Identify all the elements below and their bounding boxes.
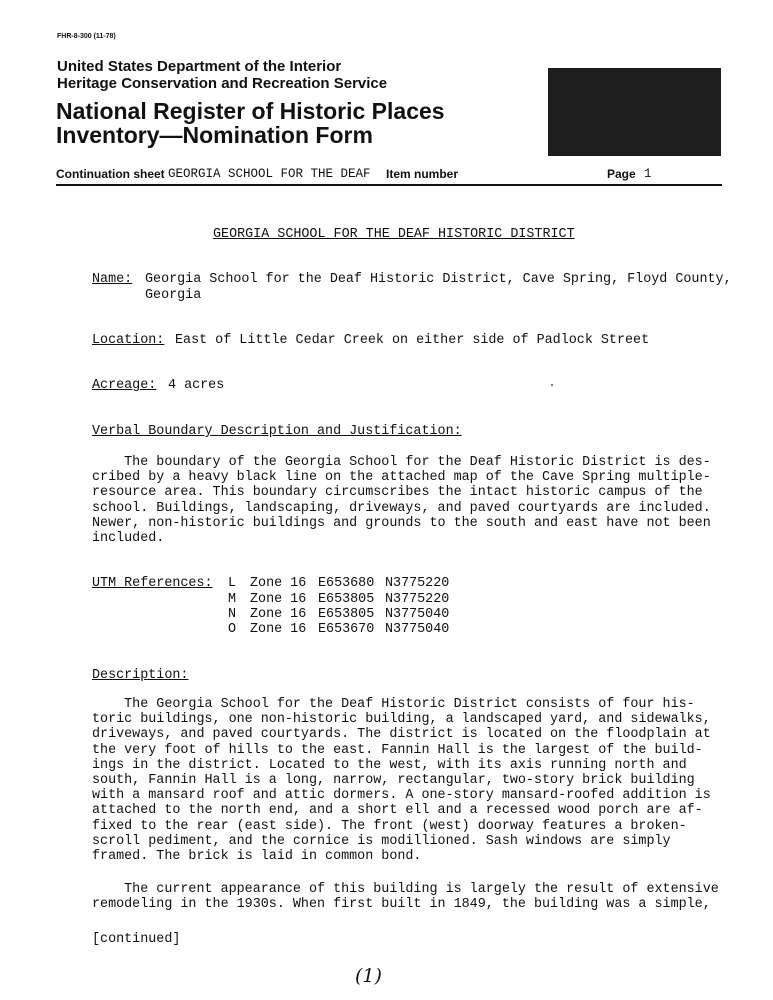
paragraph-line: toric buildings, one non-historic building, a landscaped yard, and sidewalks, [92, 712, 711, 728]
utm-northing: N3775040 [385, 607, 450, 622]
scan-speck [551, 384, 553, 386]
utm-northing: N3775040 [385, 622, 450, 637]
paragraph-line: the very foot of hills to the east. Fannin Hall is the largest of the build- [92, 742, 703, 758]
utm-point-id: L [228, 576, 237, 591]
page-label: Page [607, 167, 636, 181]
paragraph-line: attached to the north end, and a short ell and a recessed wood porch are af- [92, 803, 703, 819]
header-rule [56, 184, 722, 186]
utm-easting: E653670 [318, 622, 375, 637]
continued-note: [continued] [92, 932, 181, 947]
description-heading: Description: [92, 668, 189, 683]
form-title-line-2: Inventory—Nomination Form [56, 122, 373, 148]
utm-easting: E653680 [318, 576, 375, 591]
utm-zone: Zone 16 [250, 622, 307, 637]
utm-easting: E653805 [318, 592, 375, 607]
utm-references-label: UTM References: [92, 576, 213, 591]
paragraph-line: ings in the district. Located to the west, with its axis running north and [92, 757, 687, 773]
acreage-value: 4 acres [168, 378, 225, 393]
name-value-line-2: Georgia [145, 288, 202, 303]
paragraph-line: Newer, non-historic buildings and grounds to the south and east have not been [92, 515, 711, 531]
paragraph-line: The boundary of the Georgia School for the Deaf Historic District is des- [92, 455, 711, 470]
utm-point-id: O [228, 622, 237, 637]
utm-zone: Zone 16 [250, 576, 307, 591]
paragraph-line: The Georgia School for the Deaf Historic District consists of four his- [92, 697, 695, 712]
page-number: 1 [644, 167, 652, 181]
paragraph-line: school. Buildings, landscaping, driveways, and paved courtyards are included. [92, 500, 711, 516]
form-code: FHR-8-300 (11-78) [57, 33, 116, 40]
paragraph-line: fixed to the rear (east side). The front (west) doorway features a broken- [92, 818, 687, 834]
name-value-line-1: Georgia School for the Deaf Historic District, Cave Spring, Floyd County, [145, 272, 732, 287]
form-title-line-1: National Register of Historic Places [56, 98, 445, 124]
location-value: East of Little Cedar Creek on either side of Padlock Street [175, 333, 650, 348]
utm-northing: N3775220 [385, 576, 450, 591]
utm-zone: Zone 16 [250, 607, 307, 622]
district-heading: GEORGIA SCHOOL FOR THE DEAF HISTORIC DISTRICT [213, 227, 575, 242]
paragraph-line: south, Fannin Hall is a long, narrow, rectangular, two-story brick building [92, 772, 695, 788]
utm-northing: N3775220 [385, 592, 450, 607]
paragraph-line: remodeling in the 1930s. When first built in 1849, the building was a simple, [92, 897, 711, 913]
acreage-label: Acreage: [92, 378, 157, 393]
description-paragraph-1 [92, 697, 711, 864]
verbal-boundary-paragraph [92, 455, 711, 546]
paragraph-line: cribed by a heavy black line on the attached map of the Cave Spring multiple- [92, 470, 711, 486]
item-number-label: Item number [386, 167, 459, 181]
paragraph-line: The current appearance of this building is largely the result of extensive [92, 882, 719, 897]
continuation-sheet-label: Continuation sheet [56, 167, 165, 181]
utm-zone: Zone 16 [250, 592, 307, 607]
paragraph-line: framed. The brick is laid in common bond. [92, 848, 422, 864]
handwritten-page-number: (1) [355, 965, 382, 987]
name-label: Name: [92, 272, 133, 287]
verbal-boundary-heading: Verbal Boundary Description and Justification: [92, 424, 462, 439]
paragraph-line: scroll pediment, and the cornice is modillioned. Sash windows are simply [92, 833, 671, 849]
paragraph-line: with a mansard roof and attic dormers. A one-story mansard-roofed addition is [92, 788, 711, 804]
paragraph-line: driveways, and paved courtyards. The district is located on the floodplain at [92, 727, 711, 743]
for-office-use-box [548, 68, 721, 156]
continuation-sheet-value: GEORGIA SCHOOL FOR THE DEAF [168, 167, 371, 181]
utm-point-id: M [228, 592, 237, 607]
agency-line-2: Heritage Conservation and Recreation Service [57, 75, 388, 92]
paragraph-line: included. [92, 530, 165, 546]
paragraph-line: resource area. This boundary circumscribes the intact historic campus of the [92, 485, 703, 501]
agency-line-1: United States Department of the Interior [57, 58, 342, 75]
utm-point-id: N [228, 607, 237, 622]
utm-easting: E653805 [318, 607, 375, 622]
description-paragraph-2 [92, 882, 719, 912]
location-label: Location: [92, 333, 165, 348]
